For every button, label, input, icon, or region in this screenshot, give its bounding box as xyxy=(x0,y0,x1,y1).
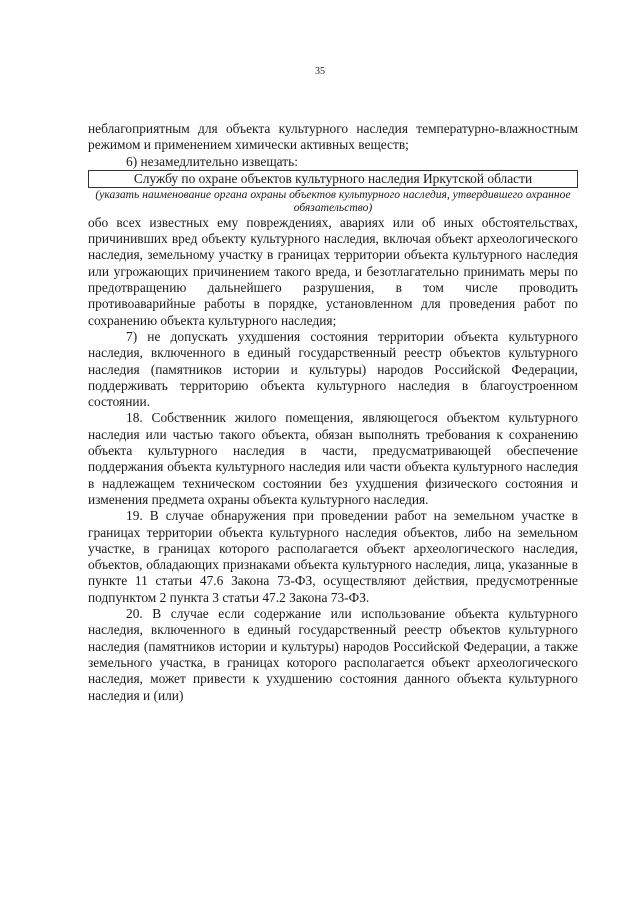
page-number: 35 xyxy=(315,66,325,77)
paragraph-item-20: 20. В случае если содержание или использование объекта культурного наследия, включенного в единый государственный реестр объектов культурного наследия (памятников истории и культуры) народов Российской Федерации, а также земельного участка, в границах которого располагается объект археологического наследия, может привести к ухудшению состояния данного объекта культурного наследия и (или) xyxy=(88,606,578,703)
paragraph: обо всех известных ему повреждениях, авариях или об иных обстоятельствах, причинивших вред объекту культурного наследия, включая объект археологического наследия, земельному участку в границах территории объекта культурного наследия или угрожающих причинением такого вреда, и безотлагательно принимать меры по предотвращению дальнейшего разрушения, в том числе проводить противоаварийные работы в порядке, установленном для проведения работ по сохранению объекта культурного наследия; xyxy=(88,214,578,328)
paragraph-item-18: 18. Собственник жилого помещения, являющегося объектом культурного наследия или частью такого объекта, обязан выполнять требования к сохранению объекта культурного наследия в части, предусматривающей обеспечение поддержания объекта культурного наследия или части объекта культурного наследия в надлежащем техническом состоянии без ухудшения физического состояния и изменения предмета охраны объекта культурного наследия. xyxy=(88,410,578,507)
document-body xyxy=(88,121,578,704)
field-hint: (указать наименование органа охраны объектов культурного наследия, утвердившего охранное обязательство) xyxy=(95,187,571,215)
paragraph: 6) незамедлительно извещать: xyxy=(126,153,298,169)
authority-field: Службу по охране объектов культурного наследия Иркутской области xyxy=(88,170,578,188)
paragraph-item-19: 19. В случае обнаружения при проведении работ на земельном участке в границах территории объекта культурного наследия объектов, либо на земельном участке, в границах которого располагается объект археологического наследия, объектов, обладающих признаками объекта культурного наследия, лица, указанные в пункте 11 статьи 47.6 Закона 73-ФЗ, осуществляют действия, предусмотренные подпунктом 2 пункта 3 статьи 47.2 Закона 73-ФЗ. xyxy=(88,508,578,605)
paragraph-item-7: 7) не допускать ухудшения состояния территории объекта культурного наследия, включенного в единый государственный реестр объектов культурного наследия (памятников истории и культуры) народов Российской Федерации, поддерживать территорию объекта культурного наследия в благоустроенном состоянии. xyxy=(88,328,578,410)
paragraph: неблагоприятным для объекта культурного наследия температурно-влажностным режимом и применением химически активных веществ; xyxy=(88,121,578,153)
